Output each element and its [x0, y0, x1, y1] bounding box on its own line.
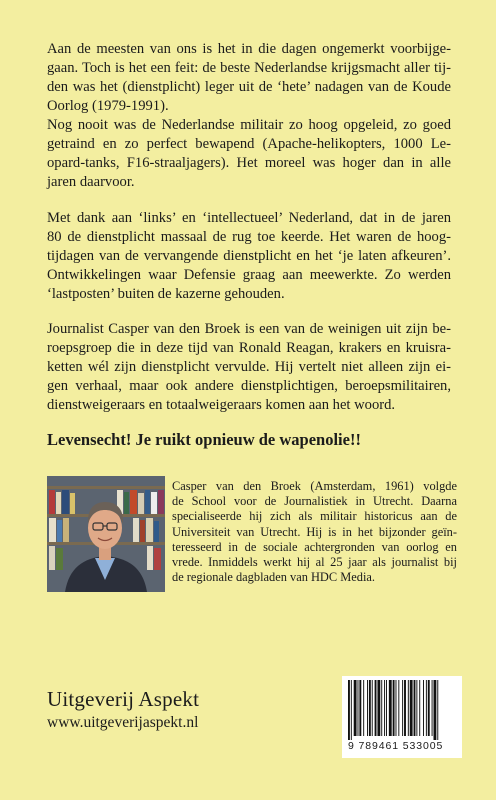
text-line: Met dank aan ‘links’ en ‘intellectueel’ Nederland, dat in de jaren: [47, 210, 451, 226]
barcode-bar: [348, 680, 350, 740]
barcode-bar: [358, 680, 359, 736]
barcode-bar: [432, 680, 433, 736]
isbn-number: 9 789461 533005: [348, 740, 444, 752]
text-line: gaan. Toch is het een feit: de beste Nederlandse krijgsmacht aller tij-: [47, 60, 451, 76]
blurb-paragraph-1: [47, 40, 451, 192]
barcode-bar: [363, 680, 364, 736]
barcode-bar: [396, 680, 397, 736]
text-line: Ontwikkelingen waar Defensie graag aan meewerkte. Zo werden: [47, 267, 451, 283]
barcode-bar: [381, 680, 382, 736]
barcode-bar: [423, 680, 424, 736]
barcode-bar: [416, 680, 417, 736]
barcode-bar: [351, 680, 352, 740]
barcode-bar: [437, 680, 438, 740]
barcode-bar: [354, 680, 357, 736]
barcode-bar: [393, 680, 395, 736]
text-line: roepsgroep die in deze tijd van Ronald Reagan, krakers en kruisra-: [47, 340, 451, 356]
text-line: Aan de meesten van ons is het in die dagen ongemerkt voorbijge-: [47, 41, 451, 57]
barcode-bar: [377, 680, 380, 736]
barcode-bar: [398, 680, 399, 736]
publisher-website: www.uitgeverijaspekt.nl: [47, 714, 199, 731]
bio-line: vrede. Inmiddels werkt hij al 25 jaar als journalist bij: [172, 555, 457, 570]
barcode-bar: [434, 680, 437, 740]
text-line: opard-tanks, F16-straaljagers). Het moreel was hoger dan in alle: [47, 155, 451, 171]
barcode-bar: [408, 680, 409, 736]
bio-line: de regionale dagbladen van HDC Media.: [172, 570, 375, 585]
bio-line: specialiseerde hij zich als militair historicus aan de: [172, 509, 457, 524]
text-line: 80 de dienstplicht massaal de rug toe keerde. Het waren de hoog-: [47, 229, 451, 245]
blurb-paragraph-2: [47, 209, 451, 304]
text-line: Oorlog (1979-1991).: [47, 98, 169, 114]
isbn-barcode: [342, 676, 462, 758]
barcode-bar: [414, 680, 416, 736]
bio-line: Universiteit van Utrecht. Hij is in het bijzonder geïn-: [172, 524, 457, 539]
blurb-paragraph-3: [47, 320, 451, 415]
barcode-bar: [375, 680, 377, 736]
text-line: Nog nooit was de Nederlandse militair zo hoog opgeleid, zo goed: [47, 117, 451, 133]
barcode-bar: [367, 680, 368, 736]
text-line: ‘lastposten’ buiten de kazerne gehouden.: [47, 286, 285, 302]
text-line: tijdagen van de vervangende dienstplicht en het ‘je laten afkeuren’.: [47, 248, 451, 264]
barcode-bar: [419, 680, 420, 736]
barcode-bar: [372, 680, 373, 736]
barcode-bar: [359, 680, 361, 736]
publisher-name: Uitgeverij Aspekt: [47, 687, 200, 711]
text-line: jaren daarvoor.: [47, 174, 135, 190]
author-portrait-image: [47, 476, 165, 592]
barcode-bar: [389, 680, 392, 736]
text-line: Journalist Casper van den Broek is een van de weinigen uit zijn be-: [47, 321, 451, 337]
text-line: ketten wél zijn dienstplicht vervulde. Hij vertelt niet alleen zijn ei-: [47, 359, 451, 375]
barcode-bars: [348, 680, 456, 740]
slogan: Levensecht! Je ruikt opnieuw de wapenolie!!: [47, 430, 361, 449]
barcode-bar: [384, 680, 385, 736]
author-bio: [172, 479, 457, 585]
bio-line: Casper van den Broek (Amsterdam, 1961) volgde: [172, 479, 457, 493]
barcode-bar: [386, 680, 387, 736]
barcode-bar: [426, 680, 427, 736]
author-photo: [47, 476, 165, 592]
text-line: getraind en zo perfect bewapend (Apache-helikopters, 1000 Le-: [47, 136, 451, 152]
bio-line: de School voor de Journalistiek in Utrecht. Daarna: [172, 494, 457, 509]
text-line: dienstweigeraars en totaalweigeraars komen aan het woord.: [47, 397, 396, 413]
barcode-bar: [402, 680, 403, 736]
text-line: gen verhaal, maar ook andere dienstplichtigen, beroepsmilitairen,: [47, 378, 451, 394]
barcode-bar: [428, 680, 430, 736]
text-line: den was het (dienstplicht) leger uit de ‘hete’ nadagen van de Koude: [47, 79, 451, 95]
bio-line: teresseerd in de sociale achtergronden van oorlog en: [172, 539, 457, 554]
barcode-bar: [404, 680, 406, 736]
barcode-bar: [410, 680, 413, 736]
barcode-bar: [369, 680, 371, 736]
